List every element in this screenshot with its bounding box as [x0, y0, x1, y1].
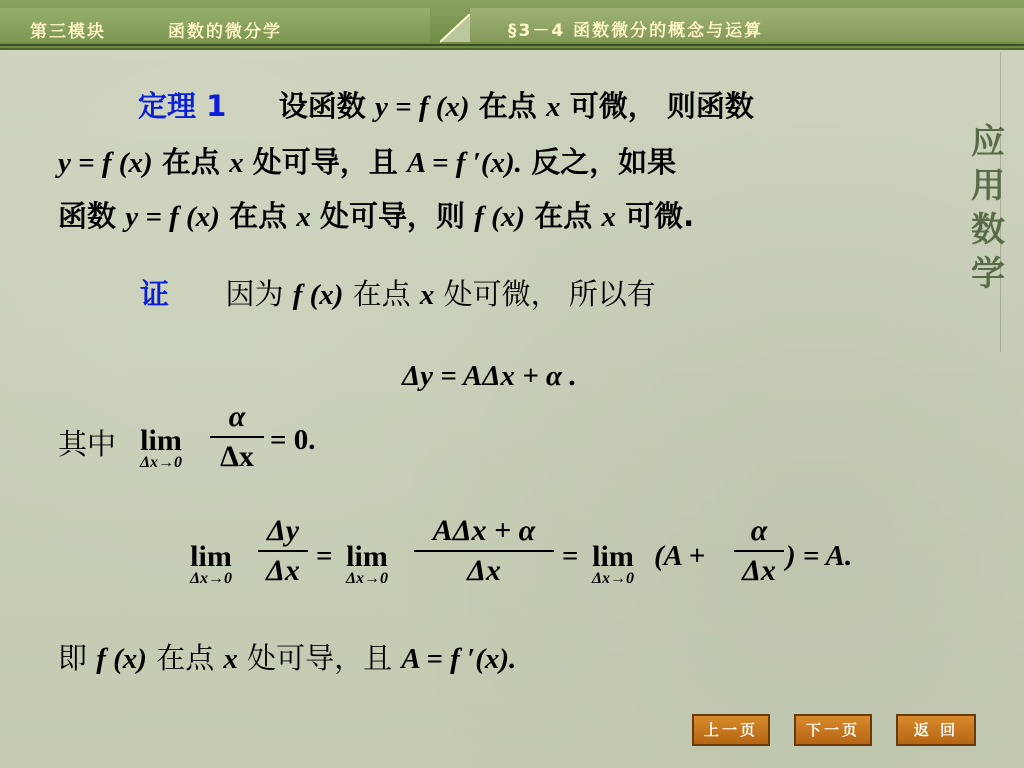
theorem-var: x — [296, 201, 311, 233]
proof-var: x — [419, 279, 435, 311]
header-rule — [0, 44, 1024, 46]
fraction-bar — [734, 550, 784, 552]
conclusion-text: 处可导，且 — [247, 641, 393, 675]
theorem-text: 在点 — [478, 89, 537, 123]
theorem-formula: y = f (x) — [58, 147, 153, 179]
proof-text: 处可微， 所以有 — [443, 277, 656, 311]
conclusion-text: 即 — [58, 641, 88, 675]
lim-word: lim — [140, 424, 182, 457]
theorem-text: 反之，如果 — [531, 145, 677, 179]
equals-sign: = — [316, 540, 333, 572]
theorem-text: 函数 — [58, 199, 117, 233]
paren-open: (A + — [654, 540, 706, 572]
theorem-text: 设函数 — [278, 89, 366, 123]
proof-text: 因为 — [225, 277, 284, 311]
theorem-formula: y = f (x) — [125, 201, 220, 233]
theorem-formula: y = f (x) — [374, 91, 470, 123]
proof-line-1 — [140, 272, 656, 313]
proof-text: 在点 — [352, 277, 411, 311]
fraction-bar — [258, 550, 308, 552]
lim-word: lim — [190, 540, 232, 573]
conclusion-formula: f (x) — [96, 643, 147, 675]
side-title-char: 用 — [971, 166, 1005, 206]
limit-operator — [190, 540, 232, 588]
theorem-text: 在点 — [534, 199, 593, 233]
fraction-numerator: AΔx + α — [432, 514, 536, 547]
theorem-text: 可微， 则函数 — [569, 89, 754, 123]
header-notch-shape — [440, 14, 470, 44]
chapter-label: 函数的微分学 — [168, 22, 282, 42]
fraction-numerator: Δy — [266, 514, 300, 547]
theorem-var: x — [601, 201, 616, 233]
theorem-text: 可微. — [625, 199, 695, 233]
header-bar — [0, 0, 1024, 50]
side-title — [958, 120, 1018, 296]
fraction-alpha-over-dx — [734, 514, 784, 588]
fraction-denominator: Δx — [742, 554, 776, 587]
theorem-var: x — [546, 91, 561, 123]
fraction-denominator: Δx — [266, 554, 300, 587]
prev-page-button[interactable]: 上一页 — [692, 714, 770, 746]
back-button[interactable]: 返 回 — [896, 714, 976, 746]
side-title-char: 应 — [971, 122, 1005, 162]
theorem-text: 处可导，则 — [320, 199, 466, 233]
theorem-line-1 — [138, 84, 754, 125]
theorem-formula: A = f ′(x). — [407, 147, 522, 179]
equals-zero: = 0. — [270, 424, 316, 456]
theorem-text: 处可导，且 — [252, 145, 398, 179]
lim-subscript: Δx→0 — [592, 570, 635, 587]
theorem-line-3 — [58, 194, 694, 235]
paren-close: ) = A. — [786, 540, 853, 572]
fraction-bar — [210, 436, 264, 438]
lim-subscript: Δx→0 — [140, 454, 183, 471]
section-label: §3－4 函数微分的概念与运算 — [508, 21, 764, 41]
conclusion-line — [58, 636, 516, 677]
fraction-bar — [414, 550, 554, 552]
proof-label: 证 — [140, 277, 170, 311]
lim-subscript: Δx→0 — [346, 570, 389, 587]
next-page-button[interactable]: 下一页 — [794, 714, 872, 746]
theorem-formula: f (x) — [474, 201, 525, 233]
conclusion-formula: A = f ′(x). — [401, 643, 517, 675]
lim-word: lim — [346, 540, 388, 573]
lim-word: lim — [592, 540, 634, 573]
theorem-var: x — [229, 147, 244, 179]
lim-subscript: Δx→0 — [190, 570, 233, 587]
side-title-char: 数 — [971, 210, 1005, 250]
theorem-label: 定理 1 — [138, 89, 227, 123]
theorem-text: 在点 — [161, 145, 220, 179]
theorem-text: 在点 — [229, 199, 288, 233]
fraction-denominator: Δx — [220, 440, 254, 473]
limit-operator — [140, 424, 182, 472]
fraction-combined — [414, 514, 554, 588]
proof-formula: f (x) — [292, 279, 344, 311]
fraction-numerator: α — [228, 400, 246, 433]
conclusion-text: 在点 — [156, 641, 215, 675]
limit-operator — [346, 540, 388, 588]
fraction-dy-over-dx — [258, 514, 308, 588]
where-label: 其中 — [58, 427, 117, 461]
side-title-char: 学 — [971, 254, 1005, 294]
limit-operator — [592, 540, 634, 588]
conclusion-var: x — [223, 643, 238, 675]
fraction-alpha-over-dx — [210, 400, 264, 474]
fraction-numerator: α — [750, 514, 768, 547]
theorem-line-2 — [58, 140, 676, 181]
fraction-denominator: Δx — [467, 554, 501, 587]
increment-equation: Δy = AΔx + α . — [402, 360, 577, 392]
equals-sign: = — [562, 540, 579, 572]
module-label: 第三模块 — [30, 22, 106, 42]
